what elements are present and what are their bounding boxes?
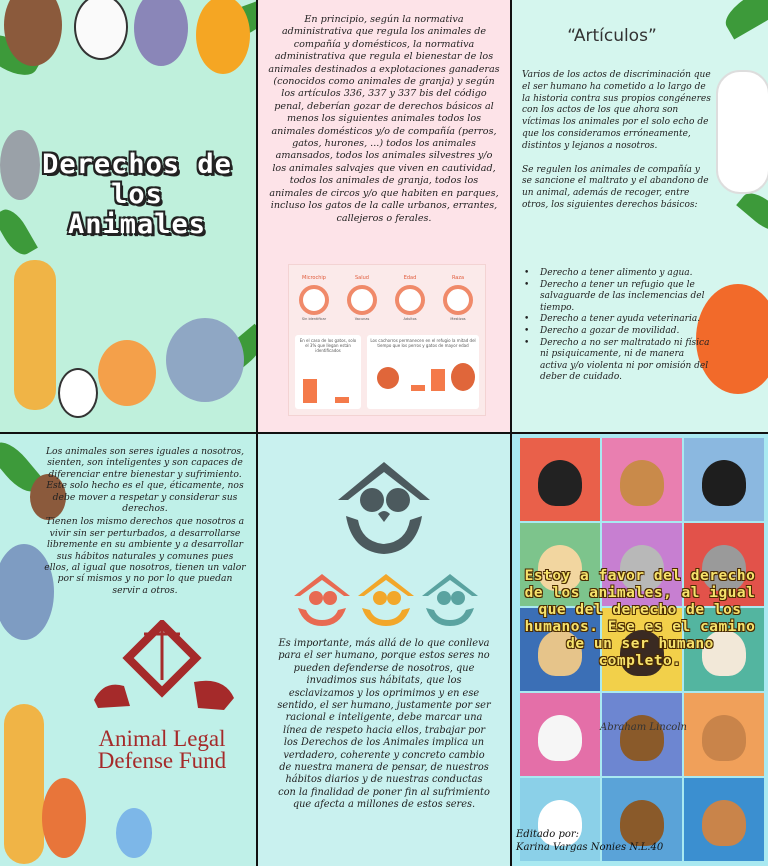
aldf-logo	[74, 620, 250, 772]
pet-tile	[602, 693, 682, 776]
pet-tile	[520, 693, 600, 776]
quote-panel	[512, 434, 768, 866]
infographic-item-title: Microchip	[302, 275, 326, 281]
importance-text: Es importante, más allá de lo que conlleva para el ser humano, porque estos seres no pueden defenderse de nosotros, que invadimos sus hábitats, que los esclavizamos y los oprimimos y en ese sentido, el ser humano, justamente por ser racional e inteligente, debe marcar una línea de respeto hacia ellos, trabajar por los Derechos de los Animales implica un verdadero, coherente y concreto cambio de nuestra manera de pensar, de nuestros hábitos diarios y de nuestras conductas con la finalidad de poner fin al sufrimiento que afecta a millones de estos seres.	[277, 638, 491, 811]
infographic-item-sub: Sin identificar	[301, 317, 327, 321]
articles-text	[522, 70, 712, 212]
logo-line: Defense Fund	[97, 748, 227, 773]
house-animals-icon	[332, 456, 436, 560]
giraffe-illustration	[14, 260, 56, 410]
infographic-card	[295, 335, 361, 409]
paragraph: Se regulen los animales de compañía y se sancione el maltrato y el abandono de un animal, además de recoger, entre otros, los siguientes derechos básicos:	[522, 164, 709, 210]
infographic-card-text: En el caso de los gatos, solo el 3% que llegan están identificados	[299, 338, 357, 353]
infographic-card-text: Los cachorros permanecen en el refugio la mitad del tiempo que los perros y gatos de mayor edad	[370, 338, 476, 348]
list-item: • Derecho a tener un refugio que le salvaguarde de las inclemencias del tiempo.	[522, 280, 712, 315]
title-line: Animales	[67, 209, 207, 240]
tiger-illustration	[196, 0, 250, 74]
leaf-decoration	[719, 0, 768, 39]
rights-list	[522, 268, 712, 384]
intro-text: En principio, según la normativa administrativa que regula los animales de compañía y domésticos, la normativa administrativa que regula el bienestar de los animales destinados a explotaciones ganaderas (conocidos como animales de granja) y según los artículos 336, 337 y 337 bis del código penal, deberían gozar de derechos básicos al menos los siguientes animales todos los animales domésticos y/o de compañía (perros, gatos, hurones, ...) todos los animales amansados, todos los animales silvestres y/o los animales salvajes que viven en cautividad, todos los animales de granja, todos los animales de circos y/o que habiten en parques, incluso los gatos de la calle urbanos, errantes, callejeros o ferales.	[268, 14, 500, 224]
quote-text: Estoy a favor del derecho de los animales, al igual que del derecho de los humanos. Ese es el camino de un ser humano completo.	[524, 568, 756, 669]
bar-mark	[411, 385, 425, 391]
scales-animals-icon	[74, 620, 250, 724]
bar-mark	[303, 379, 317, 403]
infographic-item-sub: Vacunas	[354, 317, 370, 321]
logo-line: Animal Legal	[98, 726, 226, 751]
importance-panel	[258, 434, 510, 866]
house-animals-icon	[292, 572, 352, 628]
pet-tile	[602, 438, 682, 521]
list-item: • Derecho a no ser maltratado ni física ni psiquicamente, ni de manera activa y/o violenta ni por omisión del deber de cuidado.	[522, 338, 712, 384]
infographic	[288, 264, 486, 416]
dog-illustration	[58, 368, 98, 418]
infographic-item	[389, 275, 431, 321]
editor-credit	[516, 828, 663, 854]
pet-tile	[684, 778, 764, 861]
heart-icon	[347, 285, 377, 315]
giraffe-illustration	[4, 704, 44, 864]
house-animals-icon	[356, 572, 416, 628]
title-line: los	[111, 179, 163, 210]
infographic-item	[293, 275, 335, 321]
infographic-item-title: Salud	[355, 275, 369, 281]
list-item: • Derecho a tener alimento y agua.	[522, 268, 712, 280]
leaf-decoration	[736, 187, 768, 238]
puppy-icon	[377, 367, 399, 389]
rabbit-illustration	[716, 70, 768, 194]
infographic-item	[437, 275, 479, 321]
bar-mark	[431, 369, 445, 391]
pet-tile	[684, 693, 764, 776]
pet-tile	[684, 438, 764, 521]
section-title: “Artículos”	[567, 26, 657, 46]
quote-author: Abraham Lincoln	[600, 722, 687, 733]
bar-mark	[335, 397, 349, 403]
paragraph: Varios de los actos de discriminación que el ser humano ha cometido a lo largo de la historia contra sus propios congéneres con los actos de los que ahora son víctimas los animales por el solo echo de que los consideramos erróneamente, distintos y lejanos a nosotros.	[522, 70, 711, 151]
list-item: • Derecho a gozar de movilidad.	[522, 326, 712, 338]
house-animals-icon	[420, 572, 480, 628]
fox-illustration	[42, 778, 86, 858]
cover-panel	[0, 0, 256, 432]
list-item: • Derecho a tener ayuda veterinaria.	[522, 314, 712, 326]
equality-panel	[0, 434, 256, 866]
hippo-illustration	[134, 0, 188, 66]
lion-illustration	[98, 340, 156, 406]
editor-label: Editado por:	[516, 829, 580, 840]
infographic-item-sub: Adultos	[403, 317, 417, 321]
infographic-item-title: Edad	[403, 275, 417, 281]
articles-panel	[512, 0, 768, 432]
equality-text	[44, 446, 246, 596]
rabbit-illustration	[116, 808, 152, 858]
elephant-illustration	[166, 318, 244, 402]
editor-name: Karina Vargas Nonies N.L.40	[516, 842, 664, 853]
infographic-item-title: Raza	[451, 275, 465, 281]
dog-face-icon	[443, 285, 473, 315]
panda-illustration	[74, 0, 128, 60]
intro-panel	[258, 0, 510, 432]
title-line: Derechos de	[42, 149, 232, 180]
infographic-item	[341, 275, 383, 321]
hourglass-icon	[395, 285, 425, 315]
page-title	[22, 150, 252, 240]
paragraph: Los animales son seres iguales a nosotros, sienten, son inteligentes y son capaces de diferenciar entre bienestar y sufrimiento. Este solo hecho es el que, éticamente, nos debe mover a respetar y considerar sus derechos.	[45, 446, 245, 515]
infographic-card	[367, 335, 479, 409]
dog-icon	[451, 363, 475, 391]
microchip-icon	[299, 285, 329, 315]
pet-tile	[520, 438, 600, 521]
paragraph: Tienen los mismo derechos que nosotros a vivir sin ser perturbados, a desarrollarse libremente en su ambiente y a desarrollar sus hábitos naturales y comunes pues ellos, al igual que nosotros, tienen un valor por sí mismos y no por lo que puedan servir a otros.	[44, 516, 246, 596]
infographic-item-sub: Mestizos	[450, 317, 466, 321]
